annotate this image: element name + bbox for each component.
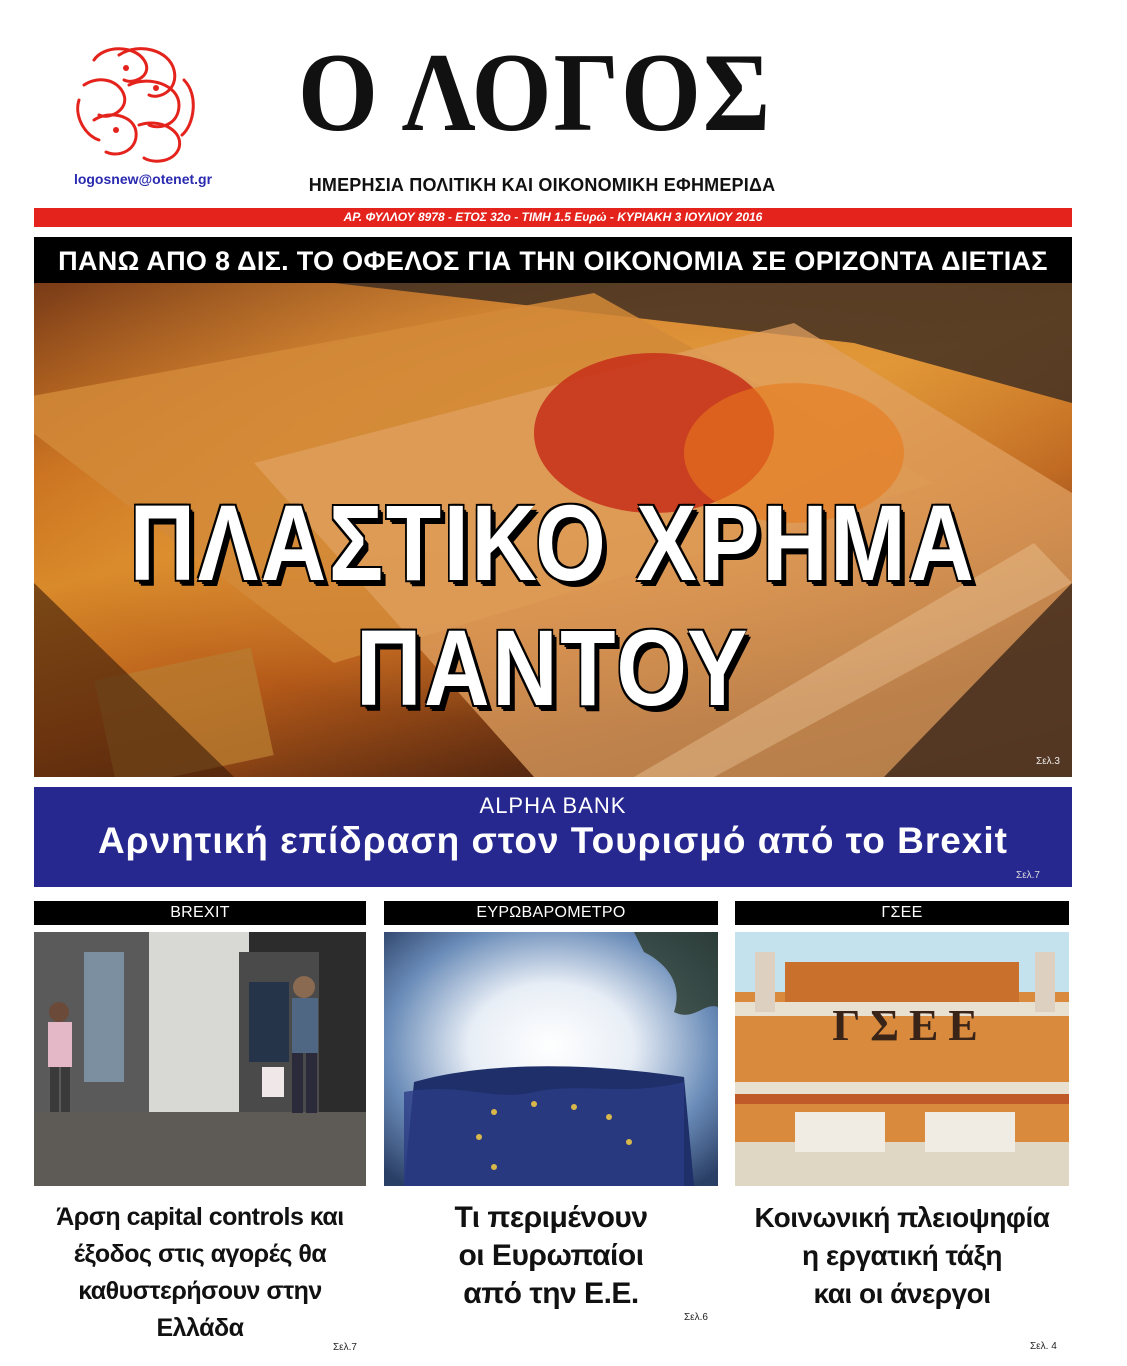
lead-page-ref: Σελ.3 — [1036, 756, 1060, 767]
column-label-brexit: BREXIT — [34, 901, 366, 925]
issue-info-text: ΑΡ. ΦΥΛΛΟΥ 8978 - ΕΤΟΣ 32ο - ΤΙΜΗ 1.5 Ευρώ - ΚΥΡΙΑΚΗ 3 ΙΟΥΛΙΟΥ 2016 — [343, 210, 763, 224]
alpha-bank-box — [34, 787, 1072, 887]
column-label-gsee: ΓΣΕΕ — [735, 901, 1069, 925]
alpha-page-ref: Σελ.7 — [1016, 870, 1040, 881]
brexit-atm-photo — [34, 932, 366, 1186]
gsee-headline-line2: η εργατική τάξη — [801, 1240, 1003, 1271]
gsee-headline — [735, 1199, 1069, 1313]
eurobarometer-headline-line2: οι Ευρωπαίοι — [458, 1239, 644, 1272]
eurobarometer-headline-line1: Τι περιμένουν — [454, 1201, 648, 1234]
gsee-building-photo — [735, 932, 1069, 1186]
gsee-headline-line1: Κοινωνική πλειοψηφία — [754, 1202, 1050, 1233]
brexit-headline — [34, 1199, 366, 1347]
gsee-headline-line3: και οι άνεργοι — [813, 1278, 991, 1309]
gsee-page-ref: Σελ. 4 — [1030, 1341, 1057, 1352]
brexit-headline-line1: Άρση capital controls και — [56, 1203, 344, 1231]
alpha-headline: Αρνητική επίδραση στον Τουρισμό από το Brexit — [98, 820, 1008, 861]
newspaper-logo-emblem — [64, 40, 206, 168]
lead-headline-line1: ΠΛΑΣΤΙΚΟ ΧΡΗΜΑ — [129, 482, 977, 603]
column-label-eurobarometer: ΕΥΡΩΒΑΡΟΜΕΤΡΟ — [384, 901, 718, 925]
lead-photo — [34, 283, 1072, 777]
newspaper-title: Ο ΛΟΓΟΣ — [297, 31, 773, 155]
newspaper-subtitle: ΗΜΕΡΗΣΙΑ ΠΟΛΙΤΙΚΗ ΚΑΙ ΟΙΚΟΝΟΜΙΚΗ ΕΦΗΜΕΡΙΔΑ — [308, 175, 776, 195]
issue-info-bar — [34, 208, 1072, 227]
contact-email: logosnew@otenet.gr — [73, 171, 213, 187]
lead-banner-text: ΠΑΝΩ ΑΠΟ 8 ΔΙΣ. ΤΟ ΟΦΕΛΟΣ ΓΙΑ ΤΗΝ ΟΙΚΟΝΟΜΙΑ ΣΕ ΟΡΙΖΟΝΤΑ ΔΙΕΤΙΑΣ — [58, 246, 1048, 276]
lead-headline-line2: ΠΑΝΤΟΥ — [355, 607, 750, 728]
eurobarometer-page-ref: Σελ.6 — [684, 1312, 708, 1323]
eu-flag-photo — [384, 932, 718, 1186]
eurobarometer-headline — [384, 1199, 718, 1313]
brexit-headline-line2: έξοδος στις αγορές θα — [73, 1240, 327, 1268]
gsee-building-sign: ΓΣΕΕ — [832, 1001, 988, 1050]
lead-banner — [34, 237, 1072, 285]
brexit-page-ref: Σελ.7 — [333, 1342, 357, 1353]
alpha-kicker: ALPHA BANK — [479, 793, 627, 818]
brexit-headline-line3: καθυστερήσουν στην Ελλάδα — [78, 1277, 322, 1342]
eurobarometer-headline-line3: από την Ε.Ε. — [463, 1277, 639, 1310]
